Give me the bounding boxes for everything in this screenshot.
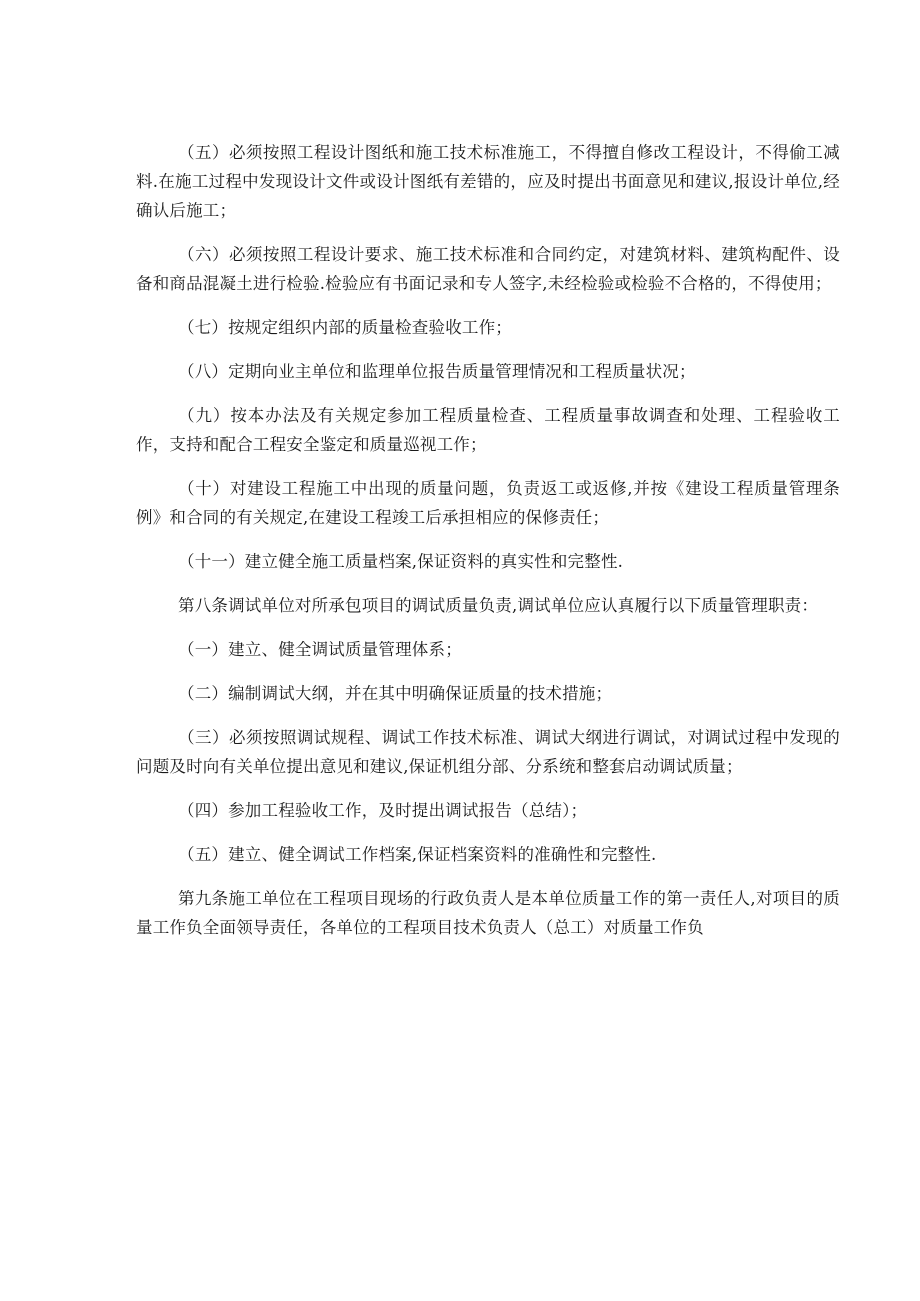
document-body	[136, 138, 840, 957]
paragraph-item-10: （十）对建设工程施工中出现的质量问题，负责返工或返修,并按《建设工程质量管理条例》和合同的有关规定,在建设工程竣工后承担相应的保修责任；	[136, 479, 840, 527]
paragraph-article-8: 第八条调试单位对所承包项目的调试质量负责,调试单位应认真履行以下质量管理职责：	[178, 596, 819, 615]
paragraph-duty-5: （五）建立、健全调试工作档案,保证档案资料的准确性和完整性.	[178, 845, 657, 864]
paragraph-duty-2: （二）编制调试大纲，并在其中明确保证质量的技术措施；	[178, 684, 613, 703]
paragraph-item-5: （五）必须按照工程设计图纸和施工技术标准施工，不得擅自修改工程设计，不得偷工减料.在施工过程中发现设计文件或设计图纸有差错的，应及时提出书面意见和建议,报设计单位,经确认后施工；	[136, 143, 840, 220]
paragraph-item-9: （九）按本办法及有关规定参加工程质量检查、工程质量事故调查和处理、工程验收工作，支持和配合工程安全鉴定和质量巡视工作；	[136, 406, 840, 454]
paragraph-duty-3: （三）必须按照调试规程、调试工作技术标准、调试大纲进行调试，对调试过程中发现的问题及时向有关单位提出意见和建议,保证机组分部、分系统和整套启动调试质量；	[136, 728, 840, 776]
paragraph-item-6: （六）必须按照工程设计要求、施工技术标准和合同约定，对建筑材料、建筑构配件、设备和商品混凝土进行检验.检验应有书面记录和专人签字,未经检验或检验不合格的，不得使用；	[136, 245, 840, 293]
paragraph-item-11: （十一）建立健全施工质量档案,保证资料的真实性和完整性.	[178, 552, 624, 571]
paragraph-article-9: 第九条施工单位在工程项目现场的行政负责人是本单位质量工作的第一责任人,对项目的质量工作负全面领导责任，各单位的工程项目技术负责人（总工）对质量工作负	[136, 889, 840, 937]
paragraph-duty-1: （一）建立、健全调试质量管理体系；	[178, 640, 462, 659]
paragraph-item-8: （八）定期向业主单位和监理单位报告质量管理情况和工程质量状况；	[178, 362, 696, 381]
paragraph-duty-4: （四）参加工程验收工作，及时提出调试报告（总结）；	[178, 801, 588, 820]
paragraph-item-7: （七）按规定组织内部的质量检查验收工作；	[178, 318, 512, 337]
